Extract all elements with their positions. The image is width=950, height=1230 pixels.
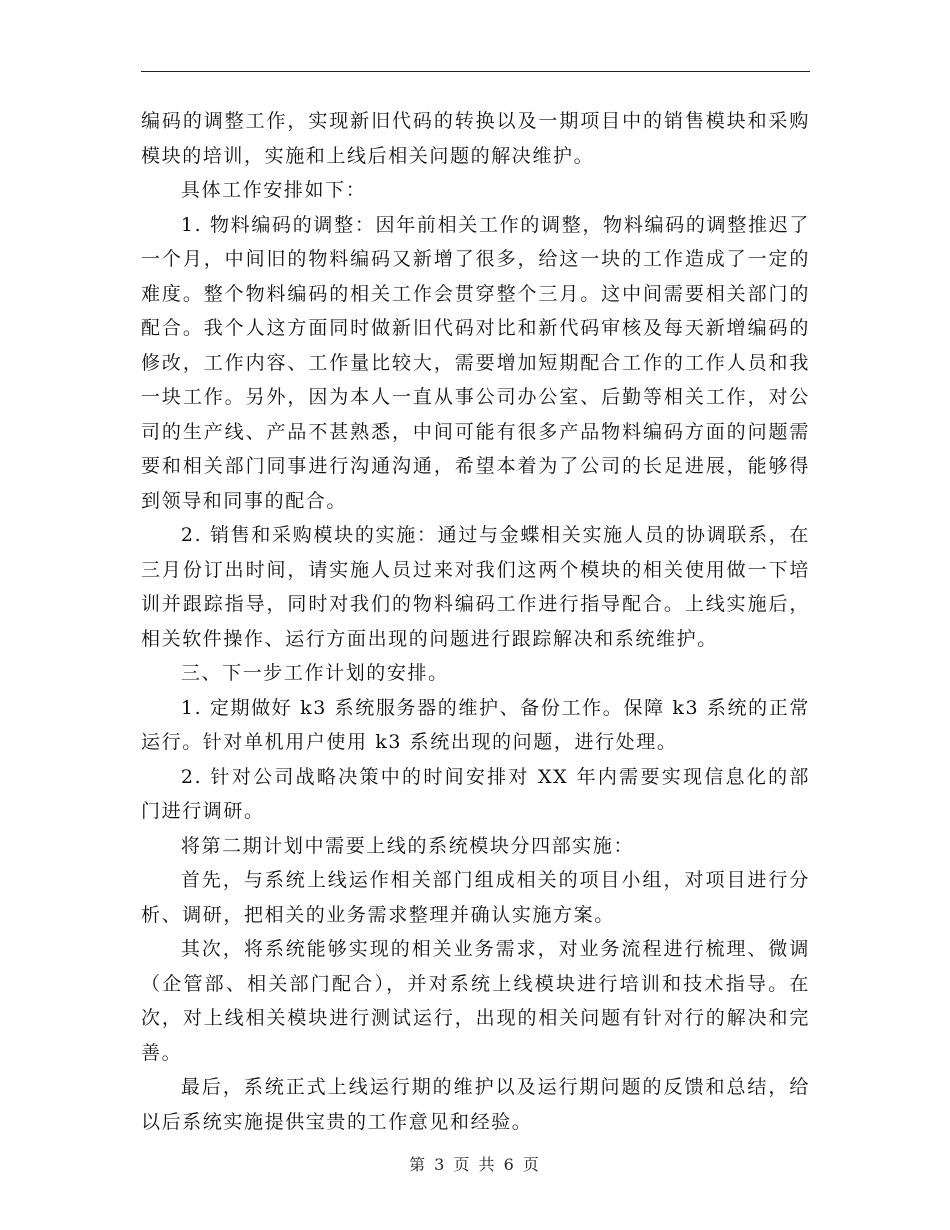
paragraph-k3-maintenance: 1. 定期做好 k3 系统服务器的维护、备份工作。保障 k3 系统的正常运行。针对单机用户使用 k3 系统出现的问题，进行处理。 (141, 696, 810, 753)
paragraph-step-first: 首先，与系统上线运作相关部门组成相关的项目小组，对项目进行分析、调研，把相关的业务需求整理并确认实施方案。 (141, 869, 810, 926)
page-number: 第 3 页 共 6 页 (409, 1155, 541, 1174)
paragraph-step-second: 其次，将系统能够实现的相关业务需求，对业务流程进行梳理、微调（企管部、相关部门配合），并对系统上线模块进行培训和技术指导。在次，对上线相关模块进行测试运行，出现的相关问题有针对行的解决和完善。 (141, 938, 810, 1064)
section-heading-next-steps: 三、下一步工作计划的安排。 (180, 662, 449, 684)
paragraph-research: 2. 针对公司战略决策中的时间安排对 XX 年内需要实现信息化的部门进行调研。 (141, 765, 810, 822)
paragraph-step-last: 最后，系统正式上线运行期的维护以及运行期问题的反馈和总结，给以后系统实施提供宝贵的工作意见和经验。 (141, 1076, 810, 1133)
paragraph-material-coding: 1. 物料编码的调整：因年前相关工作的调整，物料编码的调整推迟了一个月，中间旧的物料编码又新增了很多，给这一块的工作造成了一定的难度。整个物料编码的相关工作会贯穿整个三月。这中间需要相关部门的配合。我个人这方面同时做新旧代码对比和新代码审核及每天新增编码的修改，工作内容、工作量比较大，需要增加短期配合工作的工作人员和我一块工作。另外，因为本人一直从事公司办公室、后勤等相关工作，对公司的生产线、产品不甚熟悉，中间可能有很多产品物料编码方面的问题需要和相关部门同事进行沟通沟通，希望本着为了公司的长足进展，能够得到领导和同事的配合。 (141, 213, 810, 512)
paragraph-arrangement-intro: 具体工作安排如下： (180, 179, 367, 201)
document-body (141, 104, 810, 1139)
paragraph-phase-two: 将第二期计划中需要上线的系统模块分四部实施： (180, 834, 635, 857)
paragraph-continuation: 编码的调整工作，实现新旧代码的转换以及一期项目中的销售模块和采购模块的培训，实施和上线后相关问题的解决维护。 (141, 110, 810, 167)
paragraph-sales-purchase: 2. 销售和采购模块的实施：通过与金蝶相关实施人员的协调联系，在三月份订出时间，请实施人员过来对我们这两个模块的相关使用做一下培训并跟踪指导，同时对我们的物料编码工作进行指导配合。上线实施后，相关软件操作、运行方面出现的问题进行跟踪解决和系统维护。 (141, 524, 810, 650)
header-rule (141, 71, 810, 72)
